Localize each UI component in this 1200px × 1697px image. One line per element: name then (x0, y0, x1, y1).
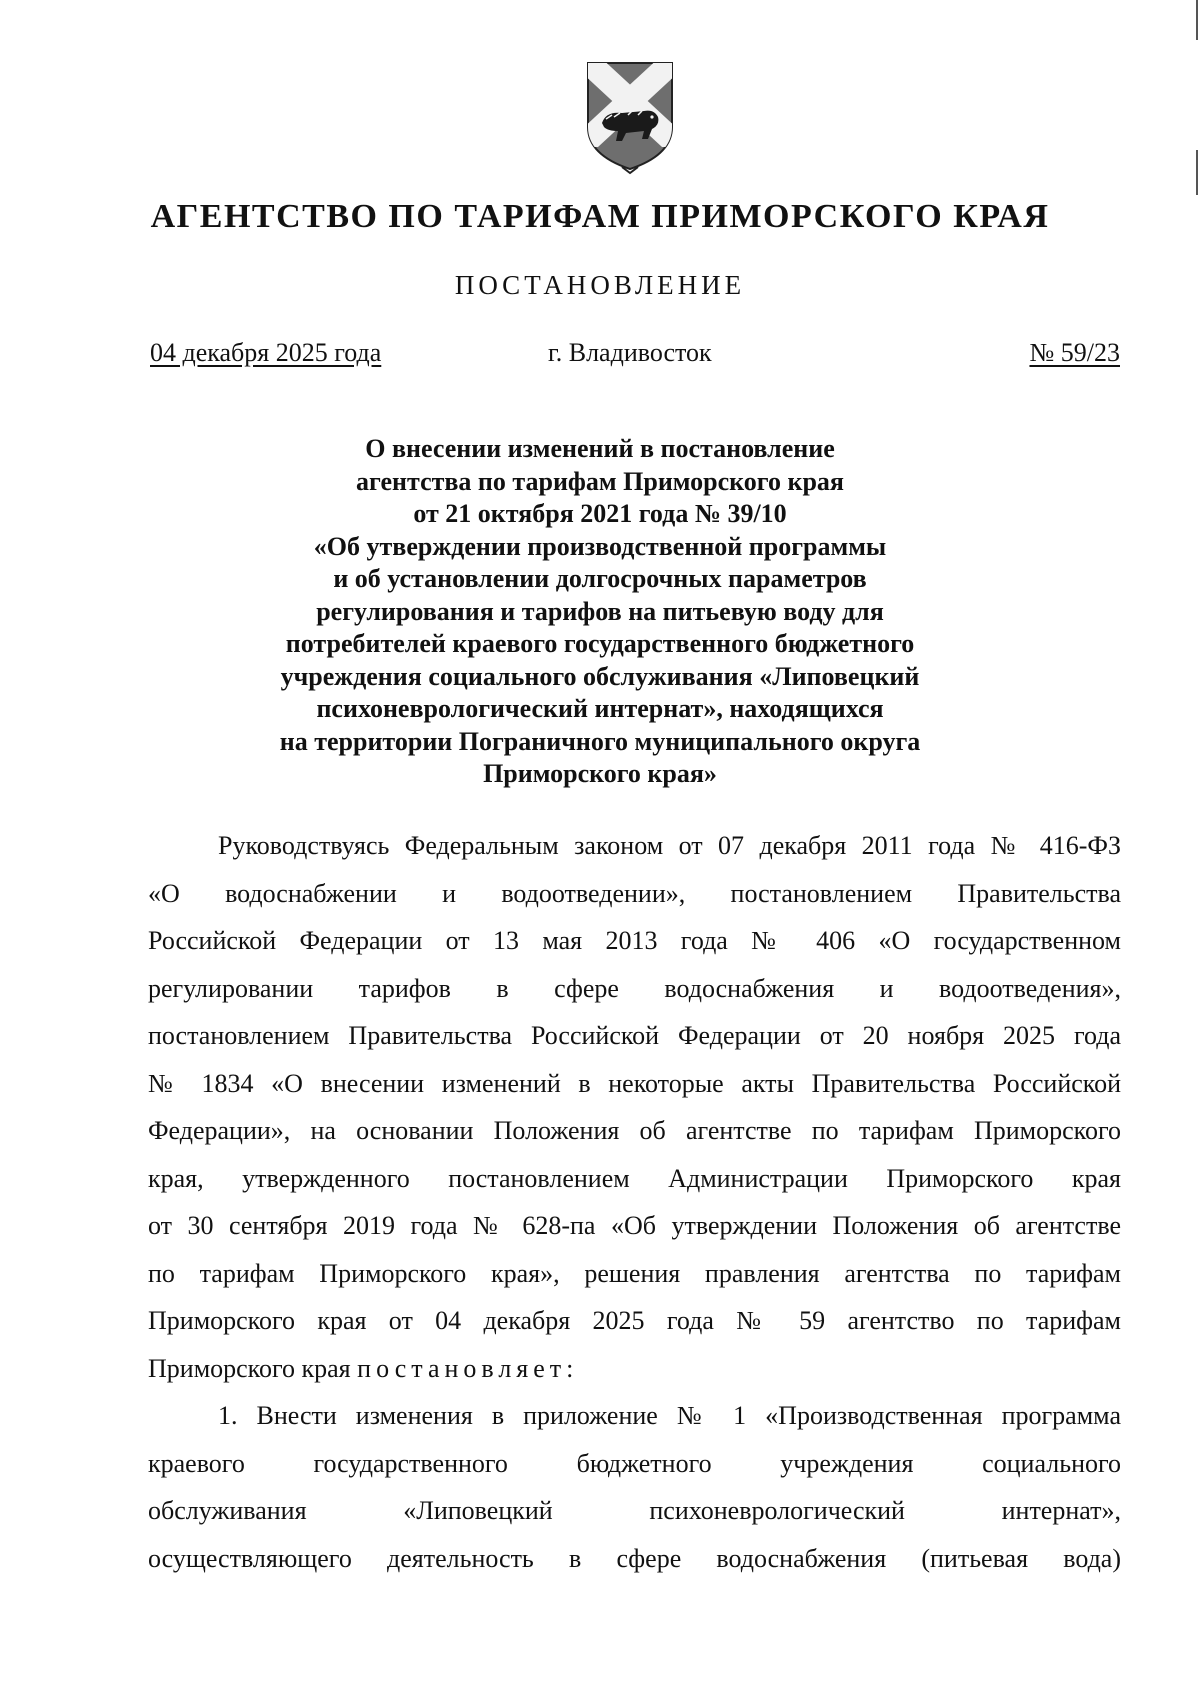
item-line: обслуживания «Липовецкий психоневрологический интернат», (148, 1496, 1121, 1525)
preamble-line: Приморского края от 04 декабря 2025 года № 59 агентство по тарифам (148, 1306, 1121, 1335)
item-line: 1. Внести изменения в приложение № 1 «Производственная программа (218, 1401, 1121, 1430)
scan-edge-mark (1196, 0, 1198, 40)
heading-line: «Об утверждении производственной программы (313, 531, 887, 561)
coat-of-arms-icon (582, 55, 678, 175)
item-line: краевого государственного бюджетного учреждения социального (148, 1448, 1121, 1478)
document-city: г. Владивосток (548, 338, 712, 367)
heading-line: О внесении изменений в постановление (365, 434, 835, 463)
heading-line: потребителей краевого государственного бюджетного (285, 629, 915, 658)
document-type: ПОСТАНОВЛЕНИЕ (454, 270, 746, 300)
heading-line: психоневрологический интернат», находящихся (316, 694, 884, 723)
document-number: № 59/23 (1029, 338, 1120, 367)
document-body (148, 822, 1121, 1582)
scan-edge-mark (1196, 150, 1198, 195)
preamble-line: Руководствуясь Федеральным законом от 07 декабря 2011 года № 416-ФЗ (218, 831, 1121, 860)
item-line: осуществляющего деятельность в сфере водоснабжения (питьевая вода) (148, 1543, 1121, 1573)
preamble-line: Российской Федерации от 13 мая 2013 года № 406 «О государственном (148, 926, 1121, 955)
agency-title: АГЕНТСТВО ПО ТАРИФАМ ПРИМОРСКОГО КРАЯ (150, 198, 1050, 235)
heading-line: учреждения социального обслуживания «Липовецкий (280, 661, 920, 691)
document-heading (200, 433, 1000, 791)
preamble-line: постановлением Правительства Российской Федерации от 20 ноября 2025 года (148, 1021, 1121, 1050)
heading-line: агентства по тарифам Приморского края (356, 466, 844, 496)
preamble-line: края, утвержденного постановлением Администрации Приморского края (148, 1163, 1121, 1193)
heading-line: регулирования и тарифов на питьевую воду для (316, 596, 884, 626)
preamble-line: от 30 сентября 2019 года № 628-па «Об утверждении Положения об агентстве (148, 1211, 1121, 1240)
decree-word: постановляет: (357, 1353, 579, 1383)
preamble-line: Федерации», на основании Положения об агентстве по тарифам Приморского (148, 1116, 1121, 1145)
preamble-line: № 1834 «О внесении изменений в некоторые акты Правительства Российской (148, 1068, 1121, 1098)
heading-line: на территории Пограничного муниципального округа (279, 726, 921, 756)
heading-line: Приморского края» (483, 759, 717, 788)
heading-line: и об установлении долгосрочных параметров (333, 564, 867, 593)
heading-line: от 21 октября 2021 года № 39/10 (413, 499, 787, 528)
preamble-line: «О водоснабжении и водоотведении», постановлением Правительства (148, 878, 1121, 908)
decree-line (148, 1345, 1121, 1393)
preamble-line: регулировании тарифов в сфере водоснабжения и водоотведения», (148, 973, 1121, 1003)
document-date: 04 декабря 2025 года (150, 338, 382, 367)
decree-prefix: Приморского края (148, 1353, 358, 1383)
document-meta-row (150, 338, 1120, 374)
preamble-line: по тарифам Приморского края», решения правления агентства по тарифам (148, 1258, 1121, 1288)
